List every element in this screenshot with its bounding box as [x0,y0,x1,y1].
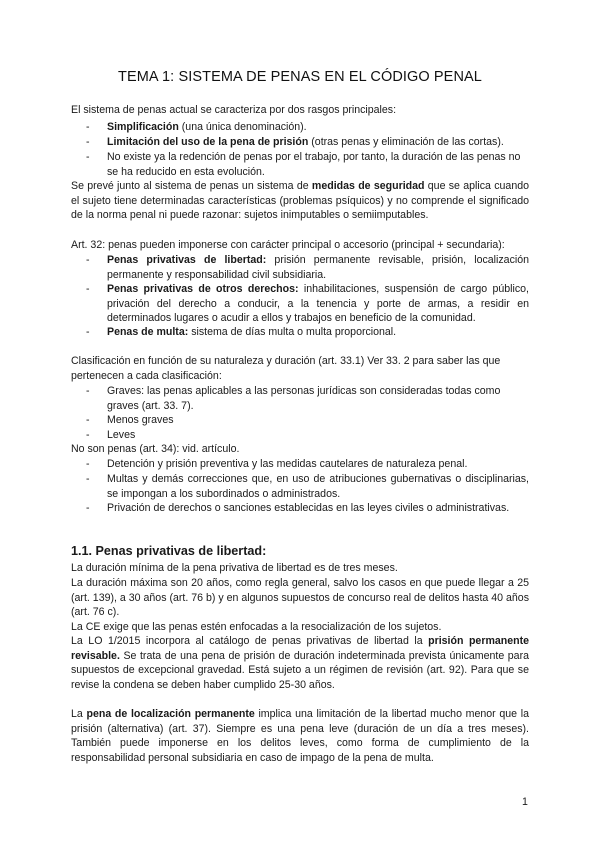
text-run: implica una limitación de la libertad mucho menor que la prisión (alternativa) (art. 37). Siempre es una pena leve (duración de un día a tres meses). También puede imponerse en los delitos leves, como forma de cumplimiento de la responsabilidad personal subsidiaria en caso de impago de la pena de multa. [71,708,529,764]
item-text: (una única denominación). [178,121,307,133]
item-bold: Simplificación [107,121,179,133]
item-text: sistema de días multa o multa proporcional. [188,326,397,338]
item-text: No existe ya la redención de penas por el trabajo, por tanto, la duración de las penas no se ha reducido en esta evolución. [107,151,521,178]
dash-bullet: - [86,121,90,133]
art32-paragraph: Art. 32: penas pueden imponerse con carácter principal o accesorio (principal + secundaria): [71,239,505,251]
paragraph-ce: La CE exige que las penas estén enfocadas a la resocialización de los sujetos. [71,621,442,633]
dash-bullet: - [86,151,90,163]
intro-paragraph: El sistema de penas actual se caracteriza por dos rasgos principales: [71,104,397,116]
dash-bullet: - [86,458,90,470]
item-text: inhabilitaciones, suspensión de cargo público, privación del derecho a conducir, a la tenencia y porte de armas, a residir en determinados lugares o acudir a ellos y trabajos en beneficio de la comunidad. [107,283,529,325]
item-text: Menos graves [107,414,174,426]
item-text: Multas y demás correcciones que, en uso de atribuciones gubernativas o disciplinarias, se impongan a los subordinados o administrados. [107,473,529,500]
text-run: Se trata de una pena de prisión de duración indeterminada prevista únicamente para supuestos de excepcional gravedad. Está sujeto a un régimen de revisión (art. 92). Para que se revise la condena se deben haber cumplido 25-30 años. [71,649,529,691]
bold-run: medidas de seguridad [311,180,425,192]
security-measures-paragraph [71,179,529,223]
page-title: TEMA 1: SISTEMA DE PENAS EN EL CÓDIGO PENAL [118,69,482,85]
dash-bullet: - [86,473,90,485]
item-text: Detención y prisión preventiva y las medidas cautelares de naturaleza penal. [107,458,468,470]
item-text: Privación de derechos o sanciones establecidas en las leyes civiles o administrativas. [107,502,510,514]
dash-bullet: - [86,502,90,514]
text-run: La LO 1/2015 incorpora al catálogo de penas privativas de libertad la [71,635,429,647]
page-number: 1 [522,796,528,808]
dash-bullet: - [86,429,90,441]
paragraph-min-duration: La duración mínima de la pena privativa de libertad es de tres meses. [71,562,398,574]
item-text: (otras penas y eliminación de las cortas). [308,136,504,148]
bold-run: prisión permanente revisable. [71,635,530,662]
text-run: La [71,708,87,720]
dash-bullet: - [86,136,90,148]
dash-bullet: - [86,254,90,266]
section-heading: 1.1. Penas privativas de libertad: [71,544,267,558]
item-text: prisión permanente revisable, prisión, localización permanente y responsabilidad civil subsidiaria. [107,254,530,281]
paragraph-permanent-location [71,707,529,765]
item-text: Graves: las penas aplicables a las personas jurídicas son consideradas todas como graves (art. 33. 7). [107,385,501,412]
item-bold: Limitación del uso de la pena de prisión [107,136,309,148]
item-bold: Penas privativas de otros derechos: [107,283,299,295]
paragraph-max-duration: La duración máxima son 20 años, como regla general, salvo los casos en que puede llegar a 25 (art. 139), a 30 años (art. 76 b) y en algunos supuestos de concurso real de delitos hasta 40 años (art. 76 c). [71,577,529,619]
dash-bullet: - [86,283,90,295]
bold-run: pena de localización permanente [86,708,255,720]
dash-bullet: - [86,414,90,426]
item-bold: Penas de multa: [107,326,189,338]
dash-bullet: - [86,385,90,397]
text-run: Se prevé junto al sistema de penas un sistema de [71,180,312,192]
text-run: que se aplica cuando el sujeto tiene determinadas características (problemas psíquicos) y no comprende el significado de la norma penal ni puede razonar: sujetos inimputables o semiimputables. [71,180,529,222]
not-penalties-paragraph: No son penas (art. 34): vid. artículo. [71,443,240,455]
classification-paragraph: Clasificación en función de su naturaleza y duración (art. 33.1) Ver 33. 2 para saber las que pertenecen a cada clasificación: [71,355,501,382]
item-bold: Penas privativas de libertad: [107,254,267,266]
paragraph-permanent-prison [71,634,529,692]
dash-bullet: - [86,326,90,338]
item-text: Leves [107,429,136,441]
